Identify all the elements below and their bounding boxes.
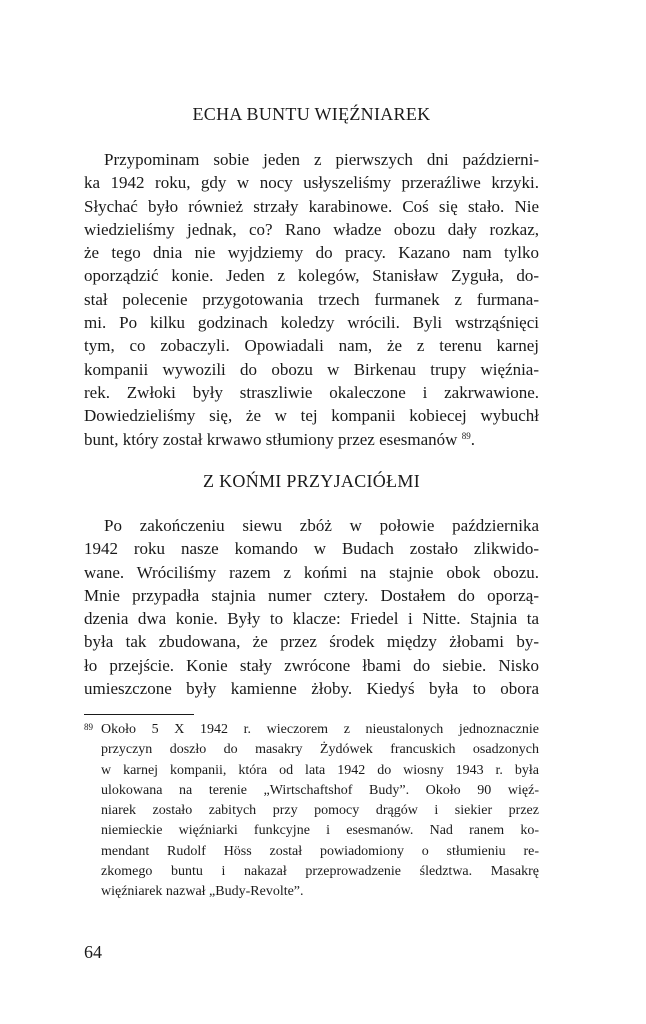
footnote	[84, 720, 539, 903]
text-line: Po zakończeniu siewu zbóż w połowie października	[104, 516, 539, 535]
text-line: rek. Zwłoki były straszliwie okaleczone i zakrwawione.	[84, 382, 539, 402]
footnote-line: Około 5 X 1942 r. wieczorem z nieustalonych jednoznacznie	[101, 722, 539, 737]
text-line: była tak zbudowana, że przez środek między żłobami by-	[84, 632, 539, 652]
footnote-line: w karnej kompanii, która od lata 1942 do wiosny 1943 r. była	[101, 762, 539, 778]
footnote-line: niarek zostało zabitych przy pomocy drągów i siekier przez	[101, 803, 539, 819]
footnote-line: mendant Rudolf Höss został powiadomiony o stłumieniu re-	[101, 843, 539, 859]
text-line: kompanii wywozili do obozu w Birkenau trupy więźnia-	[84, 359, 539, 379]
text-line-last	[84, 428, 539, 451]
text-line-content: bunt, który został krwawo stłumiony przez esesmanów	[84, 429, 458, 449]
footnote-number: 89	[84, 722, 93, 732]
text-line: tym, co zobaczyli. Opowiadali nam, że z terenu karnej	[84, 336, 539, 356]
footnote-body	[101, 720, 539, 903]
page-number: 64	[84, 942, 102, 962]
sentence-end: .	[470, 429, 475, 449]
text-line: ka 1942 roku, gdy w nocy usłyszeliśmy przeraźliwe krzyki.	[84, 173, 539, 193]
text-line: że tego dnia nie wyjdziemy do pracy. Kazano nam tylko	[84, 243, 539, 263]
text-line: wane. Wróciliśmy razem z końmi na stajnie obok obozu.	[84, 562, 539, 582]
text-line: dzenia dwa konie. Były to klacze: Friedel i Nitte. Stajnia ta	[84, 609, 539, 629]
footnote-line: niemieckie więźniarki funkcyjne i esesmanów. Nad ranem ko-	[101, 823, 539, 839]
text-line: wiedzieliśmy jednak, co? Rano władze obozu dały rozkaz,	[84, 219, 539, 239]
paragraph-z-konmi	[84, 514, 539, 700]
footnote-reference[interactable]: 89	[461, 430, 471, 441]
text-line: stał polecenie przygotowania trzech furmanek z furmana-	[84, 289, 539, 309]
footnote-line: ulokowana na terenie „Wirtschaftshof Budy”. Około 90 więź-	[101, 782, 539, 798]
footnote-line: więźniarek nazwał „Budy-Revolte”.	[101, 884, 304, 900]
footnote-line: zkomego buntu i nakazał przeprowadzenie śledztwa. Masakrę	[101, 864, 539, 880]
section-heading-echa-buntu: ECHA BUNTU WIĘŹNIAREK	[192, 104, 431, 124]
text-line: Dowiedzieliśmy się, że w tej kompanii kobiecej wybuchł	[84, 406, 539, 426]
text-line: ło przejście. Konie stały zwrócone łbami do siebie. Nisko	[84, 655, 539, 675]
footnote-divider	[84, 714, 194, 715]
text-line: Mnie przypadła stajnia numer cztery. Dostałem do oporzą-	[84, 585, 539, 605]
paragraph-echa-buntu	[84, 148, 539, 451]
text-line: Słychać było również strzały karabinowe. Coś się stało. Nie	[84, 196, 539, 216]
text-line: 1942 roku nasze komando w Budach zostało zlikwido-	[84, 539, 539, 559]
text-line: mi. Po kilku godzinach koledzy wrócili. Byli wstrząśnięci	[84, 313, 539, 333]
text-line: Przypominam sobie jeden z pierwszych dni październi-	[104, 150, 539, 169]
text-line: oporządzić konie. Jeden z kolegów, Stanisław Zyguła, do-	[84, 266, 539, 286]
text-line: umieszczone były kamienne żłoby. Kiedyś była to obora	[84, 679, 539, 699]
footnote-line: przyczyn doszło do masakry Żydówek francuskich osadzonych	[101, 742, 539, 758]
section-heading-z-konmi: Z KOŃMI PRZYJACIÓŁMI	[203, 471, 420, 491]
